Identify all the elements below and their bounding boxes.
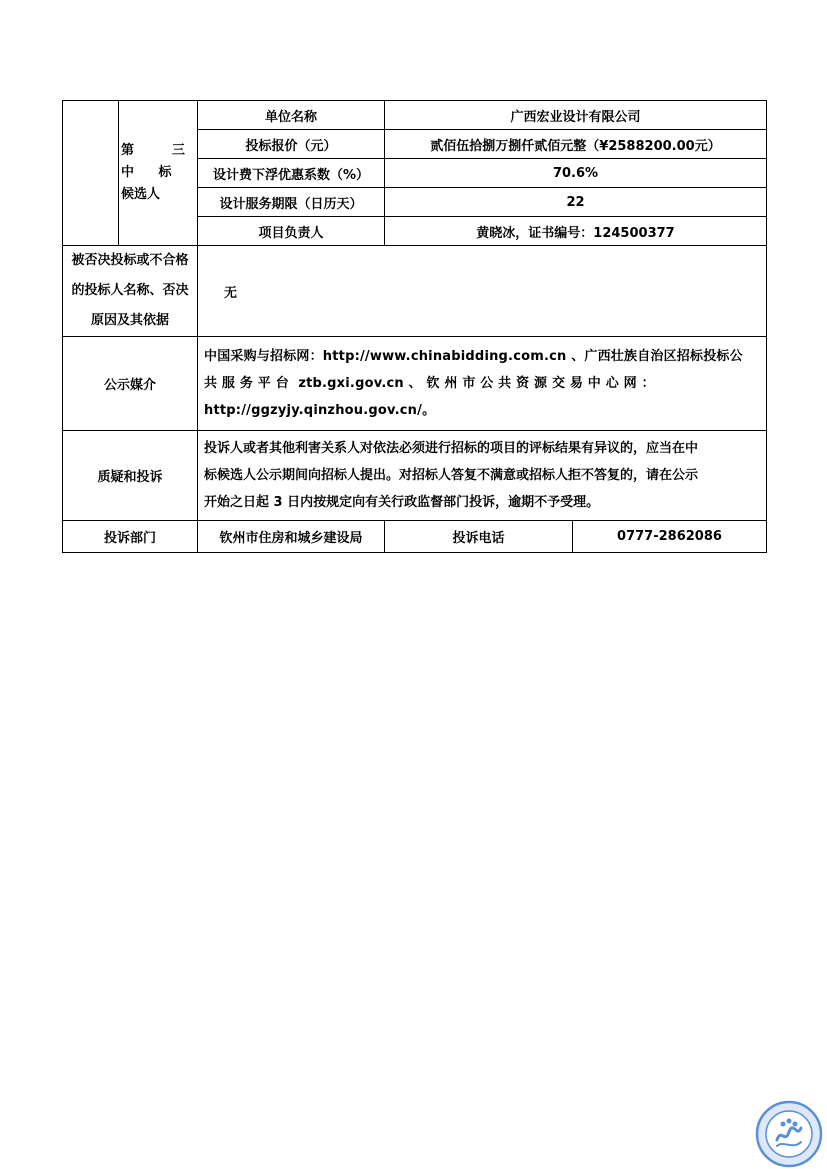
rejected-label-line1: 被否决投标或不合格 xyxy=(71,253,189,268)
discount-label: 设计费下浮优惠系数（%） xyxy=(198,159,385,188)
bid-price-value: 贰佰伍拾捌万捌仟贰佰元整（¥2588200.00元） xyxy=(385,130,767,159)
dept-label: 投诉部门 xyxy=(63,521,198,553)
complaint-line2: 标候选人公示期间向招标人提出。对招标人答复不满意或招标人拒不答复的，请在公示 xyxy=(204,468,699,483)
candidate-label xyxy=(119,101,198,246)
media-line3: http://ggzyjy.qinzhou.gov.cn/。 xyxy=(204,403,436,418)
complaint-line3: 开始之日起 3 日内按规定向有关行政监督部门投诉，逾期不予受理。 xyxy=(204,495,600,510)
dept-value: 钦州市住房和城乡建设局 xyxy=(198,521,385,553)
candidate-label-line2: 候选人 xyxy=(121,187,161,202)
media-line1: 中国采购与招标网：http://www.chinabidding.com.cn 、广西壮族自治区招标投标公 xyxy=(204,349,743,364)
row-complaint xyxy=(63,431,767,521)
bid-price-label: 投标报价（元） xyxy=(198,130,385,159)
service-period-value: 22 xyxy=(385,188,767,217)
rejected-label-line3: 原因及其依据 xyxy=(90,313,169,328)
award-table xyxy=(62,100,767,553)
row-unit-name xyxy=(63,101,767,130)
complaint-label: 质疑和投诉 xyxy=(63,431,198,521)
row-rejected xyxy=(63,246,767,337)
rejected-label-line2: 的投标人名称、否决 xyxy=(71,283,189,298)
discount-value: 70.6% xyxy=(385,159,767,188)
rejected-label xyxy=(63,246,198,337)
row-dept xyxy=(63,521,767,553)
blank-left-cell xyxy=(63,101,119,246)
candidate-label-line1: 第 三 中 标 xyxy=(121,143,195,180)
phone-label: 投诉电话 xyxy=(385,521,573,553)
rejected-value: 无 xyxy=(198,246,767,337)
complaint-value xyxy=(198,431,767,521)
project-lead-value: 黄晓冰，证书编号：124500377 xyxy=(385,217,767,246)
complaint-line1: 投诉人或者其他利害关系人对依法必须进行招标的项目的评标结果有异议的，应当在中 xyxy=(204,441,699,456)
media-line2: 共 服 务 平 台 ztb.gxi.gov.cn 、 钦 州 市 公 共 资 源 交 易 中 心 网 ： xyxy=(204,376,655,391)
media-label: 公示媒介 xyxy=(63,337,198,431)
unit-name-label: 单位名称 xyxy=(198,101,385,130)
row-media xyxy=(63,337,767,431)
service-period-label: 设计服务期限（日历天） xyxy=(198,188,385,217)
media-value xyxy=(198,337,767,431)
phone-value: 0777-2862086 xyxy=(573,521,767,553)
association-seal-icon xyxy=(755,1100,823,1168)
project-lead-label: 项目负责人 xyxy=(198,217,385,246)
unit-name-value: 广西宏业设计有限公司 xyxy=(385,101,767,130)
